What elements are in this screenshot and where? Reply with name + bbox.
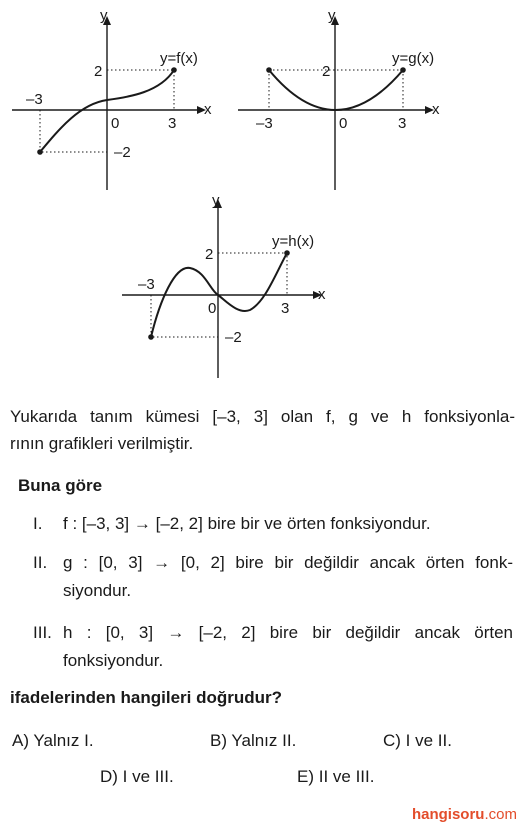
lead-text: Buna göre bbox=[18, 476, 103, 495]
curve-g bbox=[269, 70, 403, 110]
graph-h-tick-0: 0 bbox=[208, 300, 217, 317]
choice-c[interactable]: C) I ve II. bbox=[383, 731, 452, 750]
graph-g bbox=[238, 7, 440, 190]
graph-f-y-label: y bbox=[100, 7, 108, 24]
graph-h bbox=[122, 192, 326, 378]
graph-f bbox=[12, 7, 212, 190]
statement-2-number: II. bbox=[33, 553, 48, 572]
graph-h-tick-3: 3 bbox=[281, 300, 290, 317]
graph-f-x-label: x bbox=[204, 101, 212, 118]
graph-f-tick-3: 3 bbox=[168, 115, 177, 132]
choice-b[interactable]: B) Yalnız II. bbox=[210, 731, 297, 750]
statement-2-text-line-2: siyondur. bbox=[63, 581, 132, 600]
choice-e[interactable]: E) II ve III. bbox=[297, 767, 375, 786]
graph-h-tick-2: 2 bbox=[205, 246, 214, 263]
graph-h-title: y=h(x) bbox=[272, 233, 315, 250]
graph-h-x-label: x bbox=[318, 286, 326, 303]
graph-g-x-label: x bbox=[432, 101, 440, 118]
graph-f-tick-2: 2 bbox=[94, 63, 103, 80]
graph-f-tick-0: 0 bbox=[111, 115, 120, 132]
graph-h-tick-neg3: –3 bbox=[138, 276, 155, 293]
brand-name: hangisoru bbox=[411, 806, 485, 823]
question-prompt: ifadelerinden hangileri doğrudur? bbox=[10, 688, 283, 707]
statement-2-text-line-1: g : [0, 3] → [0, 2] bire bir değildir ancak örten fonk- bbox=[63, 553, 513, 572]
choice-a[interactable]: A) Yalnız I. bbox=[12, 731, 94, 750]
brand-ext: .com bbox=[484, 806, 517, 823]
graph-f-title: y=f(x) bbox=[160, 50, 198, 67]
statement-3-text-line-2: fonksiyondur. bbox=[63, 651, 164, 670]
intro-line-2: rının grafikleri verilmiştir. bbox=[10, 434, 194, 453]
choice-d[interactable]: D) I ve III. bbox=[100, 767, 174, 786]
graph-f-tick-neg2: –2 bbox=[114, 144, 131, 161]
graph-g-tick-0: 0 bbox=[339, 115, 348, 132]
graph-g-tick-2: 2 bbox=[322, 63, 331, 80]
graph-g-title: y=g(x) bbox=[392, 50, 435, 67]
graph-h-y-label: y bbox=[212, 192, 220, 209]
graph-g-y-label: y bbox=[328, 7, 336, 24]
graph-h-tick-neg2: –2 bbox=[225, 329, 242, 346]
brand-watermark bbox=[412, 806, 517, 823]
statement-1-number: I. bbox=[33, 514, 43, 533]
graph-g-tick-neg3: –3 bbox=[256, 115, 273, 132]
intro-line-1: Yukarıda tanım kümesi [–3, 3] olan f, g ve h fonksiyonla- bbox=[10, 407, 515, 426]
statement-3-text-line-1: h : [0, 3] → [–2, 2] bire bir değildir ancak örten bbox=[63, 623, 513, 642]
graph-f-tick-neg3: –3 bbox=[26, 91, 43, 108]
graph-g-tick-3: 3 bbox=[398, 115, 407, 132]
statement-3-number: III. bbox=[33, 623, 52, 642]
statement-1-text: f : [–3, 3] → [–2, 2] bire bir ve örten fonksiyondur. bbox=[63, 514, 431, 533]
graphs-figure bbox=[0, 0, 523, 395]
